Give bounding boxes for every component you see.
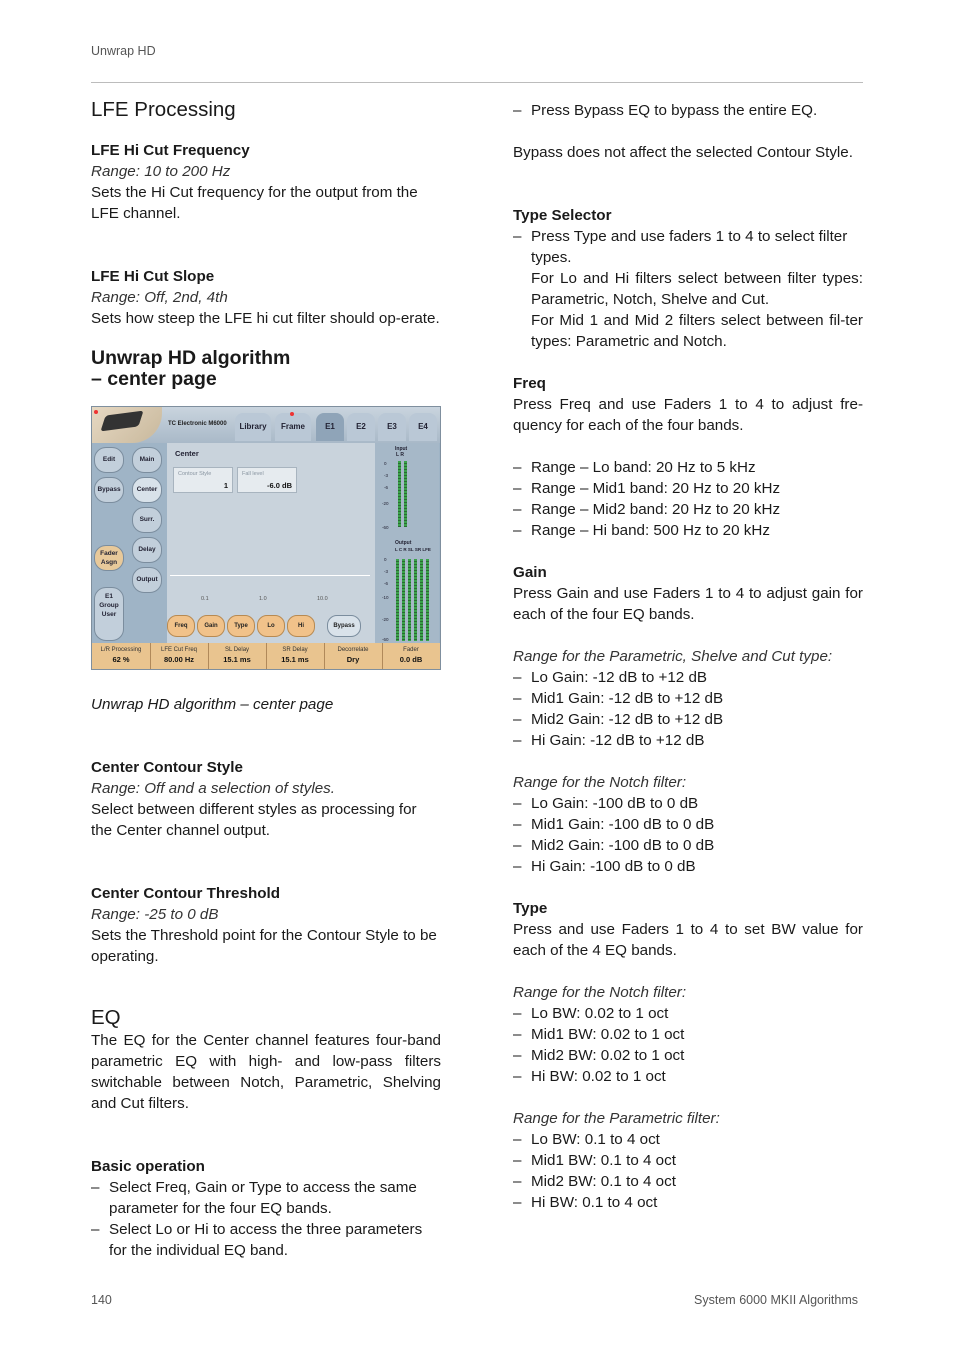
output-meter-title: Output bbox=[395, 540, 412, 546]
freq-label: 0.1 bbox=[201, 596, 209, 602]
output-scale-label: -10 bbox=[382, 595, 389, 600]
list-item: – Hi Gain: -12 dB to +12 dB bbox=[513, 730, 863, 751]
type-selector-title: Type Selector bbox=[513, 207, 612, 224]
output-meter-bar bbox=[420, 559, 423, 641]
list-item: – Lo BW: 0.02 to 1 oct bbox=[513, 1003, 863, 1024]
hi-button[interactable]: Hi bbox=[287, 615, 315, 637]
tab-e2[interactable]: E2 bbox=[347, 413, 375, 441]
bypass-side-button[interactable]: Bypass bbox=[94, 477, 124, 503]
group-line2: Group bbox=[99, 602, 119, 609]
status-value: 80.00 Hz bbox=[163, 655, 195, 664]
footer-title: System 6000 MKII Algorithms bbox=[694, 1293, 858, 1307]
list-item: – Mid1 Gain: -12 dB to +12 dB bbox=[513, 688, 863, 709]
eq-desc: The EQ for the Center channel features four-band parametric EQ with high- and low-pass filters switchable between Notch, Parametric, Shelving and Cut filters. bbox=[91, 1032, 441, 1112]
output-scale-label: -6 bbox=[384, 581, 389, 586]
input-scale-label: 0 bbox=[384, 461, 387, 466]
output-meter-bar bbox=[426, 559, 429, 641]
fader-assign-button[interactable]: Fader Asgn bbox=[94, 545, 124, 571]
list-item: – Mid2 BW: 0.1 to 4 oct bbox=[513, 1171, 863, 1192]
contour-threshold-desc: Sets the Threshold point for the Contour Style to be operating. bbox=[91, 927, 437, 965]
menu-surr[interactable]: Surr. bbox=[132, 507, 162, 533]
status-key: L/R Processing bbox=[100, 647, 142, 653]
type-selector-sub: For Mid 1 and Mid 2 filters select between fil-ter types: Parametric and Notch. bbox=[531, 312, 863, 350]
list-item: – Select Lo or Hi to access the three parameters for the individual EQ band. bbox=[91, 1219, 441, 1261]
menu-main[interactable]: Main bbox=[132, 447, 162, 473]
status-cell[interactable] bbox=[324, 643, 383, 669]
status-cell[interactable] bbox=[382, 643, 440, 669]
input-meter-bar bbox=[404, 461, 407, 527]
right-column bbox=[513, 100, 863, 1213]
freq-label: 1.0 bbox=[259, 596, 267, 602]
gain-desc: Press Gain and use Faders 1 to 4 to adjust gain for each of the four EQ bands. bbox=[513, 585, 863, 623]
list-item: – Press Type and use faders 1 to 4 to select filter types. bbox=[513, 226, 863, 268]
running-header: Unwrap HD bbox=[91, 44, 156, 58]
bypass-note: Bypass does not affect the selected Contour Style. bbox=[513, 144, 853, 161]
status-value: 15.1 ms bbox=[281, 655, 309, 664]
contour-threshold-range: Range: -25 to 0 dB bbox=[91, 906, 219, 923]
list-item: – Mid1 BW: 0.1 to 4 oct bbox=[513, 1150, 863, 1171]
output-meter-bar bbox=[402, 559, 405, 641]
list-item: – Mid1 Gain: -100 dB to 0 dB bbox=[513, 814, 863, 835]
output-scale-label: 0 bbox=[384, 557, 387, 562]
tab-e4[interactable]: E4 bbox=[409, 413, 437, 441]
contour-style-field[interactable] bbox=[173, 467, 233, 493]
input-scale-label: -6 bbox=[384, 485, 389, 490]
list-item: – Lo BW: 0.1 to 4 oct bbox=[513, 1129, 863, 1150]
input-meter-bar bbox=[398, 461, 401, 527]
gain-button[interactable]: Gain bbox=[197, 615, 225, 637]
group-selector[interactable] bbox=[94, 587, 124, 641]
field-value: 1 bbox=[223, 481, 228, 490]
level-meters bbox=[375, 443, 439, 643]
lfe-freq-desc: Sets the Hi Cut frequency for the output from the LFE channel. bbox=[91, 184, 418, 222]
status-bar bbox=[92, 643, 440, 669]
list-item: – Range – Mid2 band: 20 Hz to 20 kHz bbox=[513, 499, 863, 520]
output-scale-label: -20 bbox=[382, 617, 389, 622]
gain-sub-heading: Range for the Parametric, Shelve and Cut type: bbox=[513, 648, 833, 665]
contour-threshold-title: Center Contour Threshold bbox=[91, 885, 280, 902]
status-key: Fader bbox=[403, 647, 419, 653]
center-panel bbox=[167, 443, 375, 643]
gain-sub-heading: Range for the Notch filter: bbox=[513, 774, 687, 791]
header-rule bbox=[91, 82, 863, 83]
freq-label: 10.0 bbox=[317, 596, 328, 602]
tab-library[interactable]: Library bbox=[235, 413, 271, 441]
fall-level-field[interactable] bbox=[237, 467, 297, 493]
output-channels: L C R SL SR LFE bbox=[395, 547, 431, 552]
output-scale-label: -60 bbox=[382, 637, 389, 642]
device-brand: TC Electronic M6000 bbox=[168, 421, 227, 427]
led-indicator bbox=[94, 410, 98, 414]
status-key: Decorrelate bbox=[337, 647, 369, 653]
panel-title: Center bbox=[175, 449, 199, 458]
tab-frame[interactable]: Frame bbox=[275, 413, 311, 441]
output-meter-bar bbox=[408, 559, 411, 641]
list-item: – Range – Mid1 band: 20 Hz to 20 kHz bbox=[513, 478, 863, 499]
status-value: 0.0 dB bbox=[399, 655, 423, 664]
tab-e1[interactable]: E1 bbox=[316, 413, 344, 441]
field-label: Contour Style bbox=[178, 471, 212, 477]
contour-style-title: Center Contour Style bbox=[91, 759, 243, 776]
lfe-heading: LFE Processing bbox=[91, 98, 236, 121]
algo-heading-line1: Unwrap HD algorithm bbox=[91, 347, 291, 369]
eq-heading: EQ bbox=[91, 1006, 121, 1029]
frame-indicator bbox=[290, 412, 294, 416]
freq-button[interactable]: Freq bbox=[167, 615, 195, 637]
list-item: – Mid2 Gain: -12 dB to +12 dB bbox=[513, 709, 863, 730]
output-scale-label: -3 bbox=[384, 569, 389, 574]
edit-button[interactable]: Edit bbox=[94, 447, 124, 473]
type-sub-heading: Range for the Parametric filter: bbox=[513, 1110, 720, 1127]
basic-op-title: Basic operation bbox=[91, 1158, 205, 1175]
input-channels: L R bbox=[396, 452, 404, 458]
lfe-freq-range: Range: 10 to 200 Hz bbox=[91, 163, 231, 180]
left-column bbox=[91, 97, 441, 1261]
status-key: LFE Cut Freq bbox=[160, 647, 197, 653]
input-scale-label: -60 bbox=[382, 525, 389, 530]
status-key: SR Delay bbox=[282, 647, 308, 653]
menu-output[interactable]: Output bbox=[132, 567, 162, 593]
page-number: 140 bbox=[91, 1293, 112, 1307]
list-item: – Lo Gain: -100 dB to 0 dB bbox=[513, 793, 863, 814]
eq-curve bbox=[170, 575, 370, 576]
menu-delay[interactable]: Delay bbox=[132, 537, 162, 563]
status-cell[interactable] bbox=[150, 643, 209, 669]
lfe-slope-title: LFE Hi Cut Slope bbox=[91, 268, 215, 285]
type-title: Type bbox=[513, 900, 548, 917]
figure-caption: Unwrap HD algorithm – center page bbox=[91, 696, 334, 713]
lo-button[interactable]: Lo bbox=[257, 615, 285, 637]
field-value: -6.0 dB bbox=[266, 481, 292, 490]
status-value: Dry bbox=[346, 655, 360, 664]
type-desc: Press and use Faders 1 to 4 to set BW value for each of the 4 EQ bands. bbox=[513, 921, 863, 959]
list-item: – Mid2 Gain: -100 dB to 0 dB bbox=[513, 835, 863, 856]
contour-style-range: Range: Off and a selection of styles. bbox=[91, 780, 335, 797]
list-item: – Press Bypass EQ to bypass the entire EQ. bbox=[513, 100, 863, 121]
list-item: – Hi BW: 0.1 to 4 oct bbox=[513, 1192, 863, 1213]
status-cell[interactable] bbox=[208, 643, 267, 669]
freq-desc: Press Freq and use Faders 1 to 4 to adjust fre-quency for each of the four bands. bbox=[513, 396, 863, 434]
algo-heading-line2: – center page bbox=[91, 368, 217, 390]
status-key: SL Delay bbox=[224, 647, 250, 653]
tab-e3[interactable]: E3 bbox=[378, 413, 406, 441]
group-line1: E1 bbox=[105, 593, 113, 600]
group-line3: User bbox=[101, 611, 117, 618]
input-meter-title: Input bbox=[395, 446, 408, 452]
list-item: – Range – Hi band: 500 Hz to 20 kHz bbox=[513, 520, 863, 541]
status-value: 62 % bbox=[112, 655, 130, 664]
list-item: – Range – Lo band: 20 Hz to 5 kHz bbox=[513, 457, 863, 478]
list-item: – Hi Gain: -100 dB to 0 dB bbox=[513, 856, 863, 877]
lfe-slope-desc: Sets how steep the LFE hi cut filter should op-erate. bbox=[91, 310, 440, 327]
type-sub-heading: Range for the Notch filter: bbox=[513, 984, 687, 1001]
list-item: – Mid2 BW: 0.02 to 1 oct bbox=[513, 1045, 863, 1066]
input-scale-label: -3 bbox=[384, 473, 389, 478]
type-selector-sub: For Lo and Hi filters select between filter types: Parametric, Notch, Shelve and Cut. bbox=[531, 270, 863, 308]
list-item: – Hi BW: 0.02 to 1 oct bbox=[513, 1066, 863, 1087]
list-item: – Select Freq, Gain or Type to access the same parameter for the four EQ bands. bbox=[91, 1177, 441, 1219]
status-value: 15.1 ms bbox=[223, 655, 251, 664]
freq-title: Freq bbox=[513, 375, 546, 392]
output-meter-bar bbox=[414, 559, 417, 641]
bypass-eq-button[interactable]: Bypass bbox=[327, 615, 361, 637]
list-item: – Lo Gain: -12 dB to +12 dB bbox=[513, 667, 863, 688]
type-button[interactable]: Type bbox=[227, 615, 255, 637]
contour-style-desc: Select between different styles as processing for the Center channel output. bbox=[91, 801, 417, 839]
device-screenshot bbox=[91, 406, 441, 670]
status-cell[interactable] bbox=[266, 643, 325, 669]
field-label: Fall level bbox=[242, 471, 264, 477]
output-meter-bar bbox=[396, 559, 399, 641]
list-item: – Mid1 BW: 0.02 to 1 oct bbox=[513, 1024, 863, 1045]
status-cell[interactable] bbox=[92, 643, 151, 669]
lfe-slope-range: Range: Off, 2nd, 4th bbox=[91, 289, 228, 306]
menu-center[interactable]: Center bbox=[132, 477, 162, 503]
gain-title: Gain bbox=[513, 564, 547, 581]
input-scale-label: -20 bbox=[382, 501, 389, 506]
lfe-freq-title: LFE Hi Cut Frequency bbox=[91, 142, 250, 159]
